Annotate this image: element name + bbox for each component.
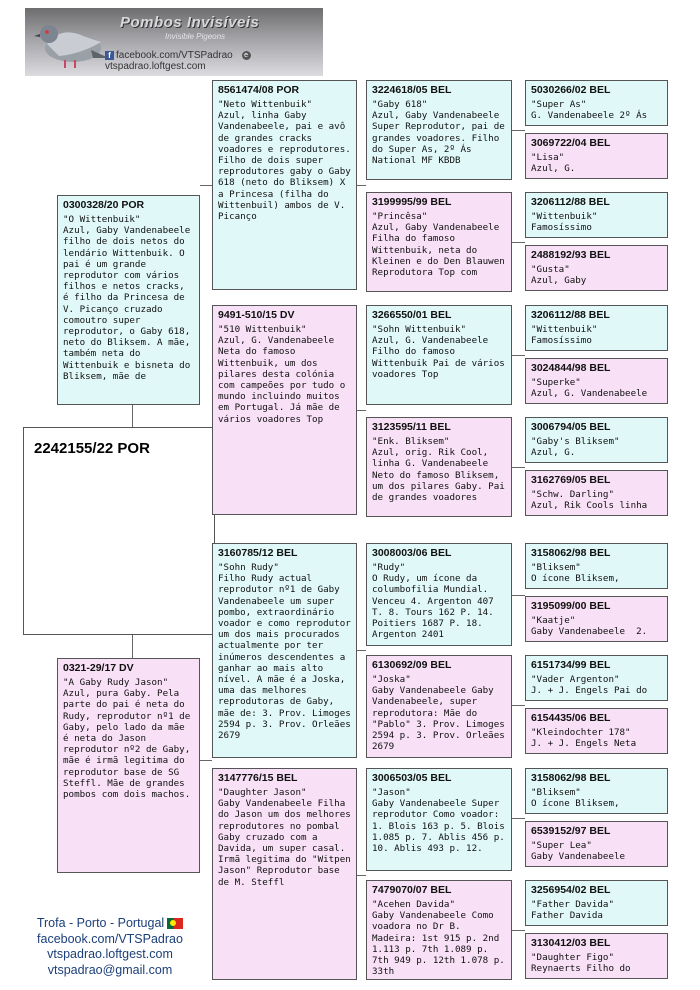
ancestor-card[interactable] [525,358,668,404]
ancestor-card[interactable] [525,543,668,589]
pigeon-ring: 3006503/05 BEL [372,772,452,784]
pigeon-ring: 3123595/11 BEL [372,421,451,433]
pigeon-ring: 3206112/88 BEL [531,196,610,208]
footer-site[interactable]: vtspadrao.loftgest.com [47,947,173,961]
pigeon-ring: 3147776/15 BEL [218,772,298,784]
pigeon-description: "Super Lea" Gaby Vandenabeele [531,840,626,863]
pigeon-ring: 6151734/99 BEL [531,659,611,671]
ancestor-card[interactable] [525,933,668,979]
connector-line [512,242,525,243]
pigeon-ring: 3160785/12 BEL [218,547,298,559]
connector-line [512,467,525,468]
ancestor-card[interactable] [525,596,668,642]
connector-line [200,760,212,761]
pigeon-description: "Kaatje" Gaby Vandenabeele 2. [531,615,648,638]
footer-location: Trofa - Porto - Portugal [15,916,205,932]
ancestor-card[interactable] [525,768,668,814]
pigeon-description: "Enk. Bliksem" Azul, orig. Rik Cool, linha G. Vandenabeele Neto do famoso Bliksem, um dos pilares Gaby. Pai de grandes voadores [372,436,505,504]
pigeon-ring: 6130692/09 BEL [372,659,452,671]
pigeon-ring: 8561474/08 POR [218,84,300,96]
pigeon-ring: 6154435/06 BEL [531,712,611,724]
header-banner [25,8,323,76]
header-title: Pombos Invisíveis [120,14,260,31]
pigeon-ring: 3256954/02 BEL [531,884,611,896]
pigeon-description: "Gaby 618" Azul, Gaby Vandenabeele Super Reprodutor, pai de grandes voadores. Filho do Super As, 2º Ás National MF KBDB [372,99,505,167]
connector-line [512,130,525,131]
pigeon-description: "Sohn Wittenbuik" Azul, G. Vandenabeele Filho do famoso Wittenbuik Pai de vários voadores Top [372,324,505,380]
header-links [105,50,323,72]
footer-facebook[interactable]: facebook.com/VTSPadrao [37,931,183,946]
footer-email[interactable]: vtspadrao@gmail.com [47,962,173,977]
ancestor-card[interactable] [525,708,668,754]
grandparent-card[interactable] [212,305,357,515]
footer-contact [15,916,205,978]
connector-line [512,930,525,931]
facebook-icon: f [105,51,114,60]
great-grandparent-card[interactable] [366,417,512,517]
header-facebook[interactable]: facebook.com/VTSPadrao [116,50,233,61]
great-grandparent-card[interactable] [366,768,512,871]
pigeon-ring: 5030266/02 BEL [531,84,611,96]
pigeon-description: "Wittenbuik" Famosíssimo [531,324,598,347]
connector-line [200,185,212,186]
pigeon-description: "Lisa" Azul, G. [531,152,576,175]
ancestor-card[interactable] [525,470,668,516]
connector-line [512,818,525,819]
pigeon-description: "Acehen Davida" Gaby Vandenabeele Como voadora no Dr B. Madeira: 1st 915 p. 2nd 1.113 p. 7th 1.089 p. 7th 949 p. 12th 1.078 p. 33th [372,899,505,978]
pigeon-icon [31,14,111,72]
pigeon-ring: 3206112/88 BEL [531,309,610,321]
ancestor-card[interactable] [525,192,668,238]
great-grandparent-card[interactable] [366,305,512,405]
ancestor-card[interactable] [525,880,668,926]
pigeon-description: "Rudy" O Rudy, um ícone da columbofilia Mundial. Venceu 4. Argenton 407 T. 8. Tours 162 P. 14. Poitiers 1687 P. 18. Argenton 2401 [372,562,494,641]
subject-ring: 2242155/22 POR [34,440,150,457]
connector-line [357,875,366,876]
ancestor-card[interactable] [525,655,668,701]
connector-line [512,355,525,356]
grandparent-card[interactable] [212,768,357,980]
pigeon-ring: 2488192/93 BEL [531,249,611,261]
pigeon-ring: 0321-29/17 DV [63,662,134,674]
ancestor-card[interactable] [525,821,668,867]
dam-card[interactable] [57,658,200,873]
pigeon-ring: 3006794/05 BEL [531,421,611,433]
pigeon-ring: 3130412/03 BEL [531,937,611,949]
pigeon-ring: 3199995/99 BEL [372,196,452,208]
subject-card[interactable] [23,427,215,635]
ancestor-card[interactable] [525,305,668,351]
pigeon-ring: 6539152/97 BEL [531,825,611,837]
pigeon-ring: 3069722/04 BEL [531,137,611,149]
ancestor-card[interactable] [525,417,668,463]
connector-line [357,410,366,411]
pigeon-ring: 0300328/20 POR [63,199,145,211]
connector-line [512,595,525,596]
pigeon-description: "Super As" G. Vandenabeele 2º Ás [531,99,648,122]
pigeon-ring: 3008003/06 BEL [372,547,452,559]
pigeon-description: "Kleindochter 178" J. + J. Engels Neta [531,727,637,750]
pigeon-description: "Joska" Gaby Vandenabeele Gaby Vandenabeele, super reprodutora: Mãe do "Pablo" 3. Prov. Limoges 2594 p. 3. Prov. Orleães 2679 [372,674,505,753]
pigeon-ring: 7479070/07 BEL [372,884,452,896]
pigeon-description: "Wittenbuik" Famosíssimo [531,211,598,234]
connector-line [132,635,133,658]
ancestor-card[interactable] [525,80,668,126]
great-grandparent-card[interactable] [366,655,512,758]
pigeon-description: "510 Wittenbuik" Azul, G. Vandenabeele Neta do famoso Wittenbuik, um dos pilares desta colónia com campeões por tudo o mundo incluindo muitos em Portugal. Já mãe de vários voadores Top [218,324,346,425]
pigeon-ring: 3195099/00 BEL [531,600,611,612]
ancestor-card[interactable] [525,245,668,291]
great-grandparent-card[interactable] [366,543,512,646]
pigeon-description: "Princêsa" Azul, Gaby Vandenabeele Filha do famoso Wittenbuik, neta do Kleinen e do Den Blauwen Reprodutora Top com [372,211,505,279]
pigeon-description: "O Wittenbuik" Azul, Gaby Vandenabeele filho de dois netos do lendário Wittenbuik. O pai é um grande reprodutor com vários filhos e netos cracks, é filho da Princesa de V. Picanço cruzado comoutro super reprodutor, o Gaby 618, neto do Bliksem. A mãe, também neta do Wittenbuik e bisneta do Bliksem, mãe de [63,214,191,382]
pigeon-description: "Schw. Darling" Azul, Rik Cools linha [531,489,648,512]
pigeon-description: "Neto Wittenbuik" Azul, linha Gaby Vandenabeele, pai e avô de grandes cracks voadores e reprodutores. Filho de dois super reprodutores gaby o Gaby 618 (neto do Bliksem) X a Princesa (filha do Wittenbuil) ambos de V. Picanço [218,99,351,223]
header-subtitle: Invisible Pigeons [165,32,226,41]
grandparent-card[interactable] [212,80,357,290]
connector-line [357,650,366,651]
pigeon-description: "Sohn Rudy" Filho Rudy actual reprodutor nº1 de Gaby Vandenabeele um super pombo, extraordinário voador e como reprodutor um dos mais procurados actualmente por ter inúmeros descendentes a ganhar ao mais alto nível. A mãe é a Joska, uma das melhores reprodutoras de Gaby, mãe de: 3. Prov. Limoges 2594 p. 3. Prov. Orleães 2679 [218,562,351,742]
great-grandparent-card[interactable] [366,192,512,292]
pigeon-ring: 3158062/98 BEL [531,547,611,559]
sire-card[interactable] [57,195,200,405]
connector-line [357,185,366,186]
pigeon-ring: 3024844/98 BEL [531,362,611,374]
pigeon-ring: 3266550/01 BEL [372,309,452,321]
web-icon: e [242,51,251,60]
header-site[interactable]: vtspadrao.loftgest.com [105,61,206,72]
pigeon-description: "Gusta" Azul, Gaby [531,264,587,287]
portugal-flag-icon [167,918,183,929]
pigeon-description: "Daughter Jason" Gaby Vandenabeele Filha do Jason um dos melhores reprodutores no pombal Gaby cruzado com a Davida, um super casal. Irmã legitima do "Witpen Jason" Reprodutor base de M. Steffl [218,787,351,888]
pigeon-description: "Superke" Azul, G. Vandenabeele [531,377,648,400]
great-grandparent-card[interactable] [366,880,512,980]
pigeon-description: "Jason" Gaby Vandenabeele Super reprodutor Como voador: 1. Blois 163 p. 5. Blois 1.085 p. 7. Ablis 456 p. 10. Ablis 493 p. 12. [372,787,505,855]
connector-line [512,705,525,706]
pigeon-description: "Bliksem" O ícone Bliksem, [531,562,620,585]
pigeon-ring: 3158062/98 BEL [531,772,611,784]
great-grandparent-card[interactable] [366,80,512,180]
pigeon-description: "Gaby's Bliksem" Azul, G. [531,436,620,459]
pigeon-ring: 3162769/05 BEL [531,474,611,486]
pigeon-ring: 9491-510/15 DV [218,309,295,321]
pigeon-description: "Father Davida" Father Davida [531,899,614,922]
ancestor-card[interactable] [525,133,668,179]
pigeon-description: "Bliksem" O ícone Bliksem, [531,787,620,810]
pigeon-description: "Daughter Figo" Reynaerts Filho do [531,952,631,975]
pigeon-description: "Vader Argenton" J. + J. Engels Pai do [531,674,648,697]
pigeon-description: "A Gaby Rudy Jason" Azul, pura Gaby. Pela parte do pai é neta do Rudy, reprodutor nº1 de Gaby, pelo lado da mãe é neta do Jason reprodutor nº2 de Gaby, mãe é irmã legitima do reprodutor base de SG Steffl. Mãe de grandes pombos com dois machos. [63,677,191,801]
grandparent-card[interactable] [212,543,357,758]
pigeon-ring: 3224618/05 BEL [372,84,452,96]
